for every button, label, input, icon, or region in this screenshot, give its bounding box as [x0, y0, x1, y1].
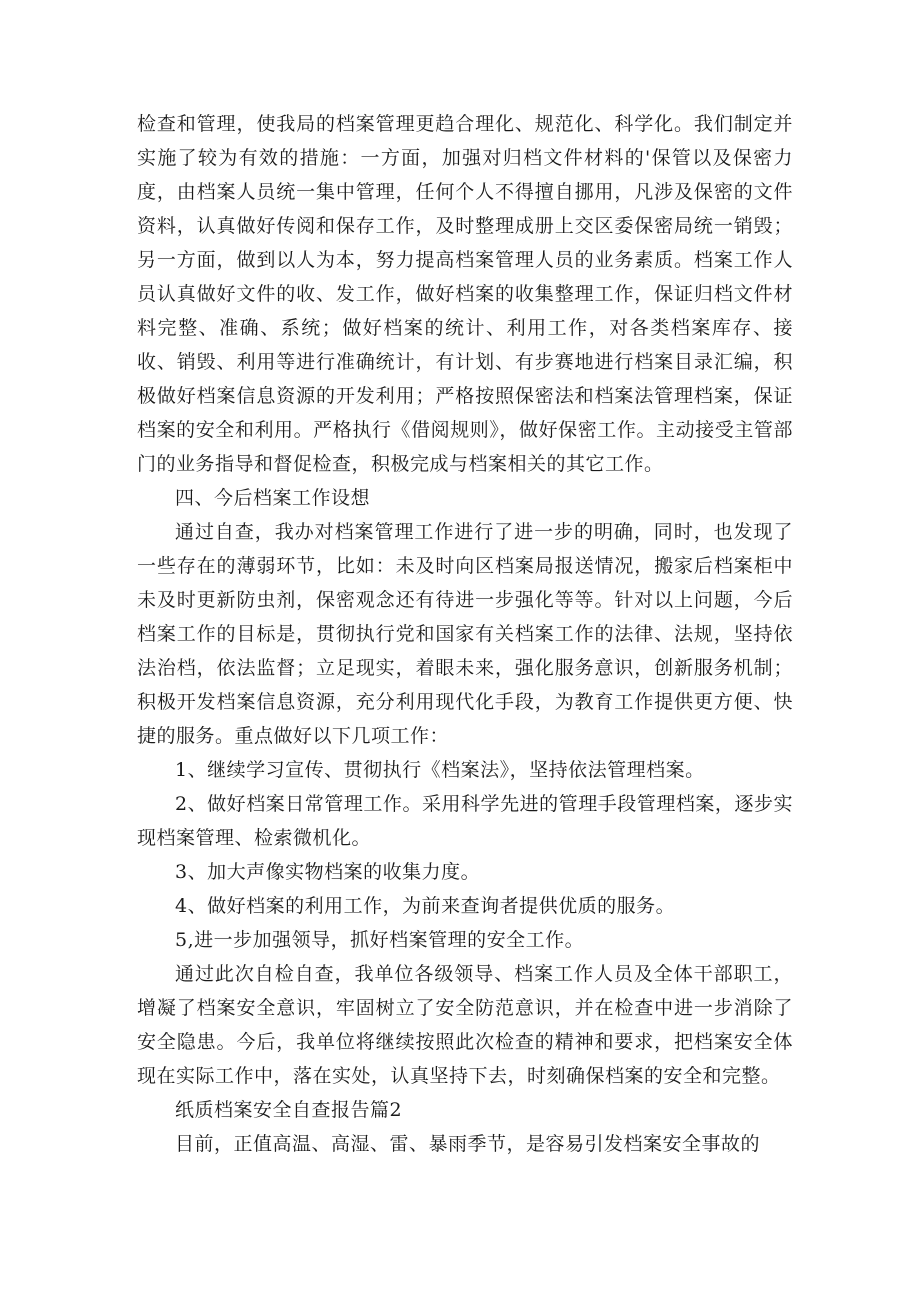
report-title-part-2: 纸质档案安全自查报告篇2: [175, 1099, 403, 1121]
paragraph-conclusion: 通过此次自检自查，我单位各级领导、档案工作人员及全体干部职工，增凝了档案安全意识，牢固树立了安全防范意识，并在检查中进一步消除了安全隐患。今后，我单位将继续按照此次检查的精神和要求，把档案安全体现在实际工作中，落在实处，认真坚持下去，时刻确保档案的安全和完整。: [137, 963, 793, 1087]
list-item-1: 1、继续学习宣传、贯彻执行《档案法》，坚持依法管理档案。: [175, 759, 705, 781]
list-item-3: 3、加大声像实物档案的收集力度。: [175, 861, 481, 883]
list-item-5: 5,进一步加强领导，抓好档案管理的安全工作。: [175, 929, 585, 951]
section-heading-future-plans: 四、今后档案工作设想: [175, 487, 371, 509]
paragraph-measures: 检查和管理，使我局的档案管理更趋合理化、规范化、科学化。我们制定并实施了较为有效的措施：一方面，加强对归档文件材料的'保管以及保密力度，由档案人员统一集中管理，任何个人不得擅自挪用，凡涉及保密的文件资料，认真做好传阅和保存工作，及时整理成册上交区委保密局统一销毁；另一方面，做到以人为本，努力提高档案管理人员的业务素质。档案工作人员认真做好文件的收、发工作，做好档案的收集整理工作，保证归档文件材料完整、准确、系统；做好档案的统计、利用工作，对各类档案库存、接收、销毁、利用等进行准确统计，有计划、有步赛地进行档案目录汇编，积极做好档案信息资源的开发利用；严格按照保密法和档案法管理档案，保证档案的安全和利用。严格执行《借阅规则》，做好保密工作。主动接受主管部门的业务指导和督促检查，积极完成与档案相关的其它工作。: [137, 113, 793, 475]
list-item-2: 2、做好档案日常管理工作。采用科学先进的管理手段管理档案，逐步实现档案管理、检索微机化。: [137, 793, 793, 849]
document-body: [137, 107, 793, 1161]
list-item-4: 4、做好档案的利用工作，为前来查询者提供优质的服务。: [175, 895, 676, 917]
paragraph-current-season: 目前，正值高温、高湿、雷、暴雨季节，是容易引发档案安全事故的: [175, 1133, 761, 1155]
paragraph-self-inspection: 通过自查，我办对档案管理工作进行了进一步的明确，同时，也发现了一些存在的薄弱环节，比如：未及时向区档案局报送情况，搬家后档案柜中未及时更新防虫剂，保密观念还有待进一步强化等等。针对以上问题，今后档案工作的目标是，贯彻执行党和国家有关档案工作的法律、法规，坚持依法治档，依法监督；立足现实，着眼未来，强化服务意识，创新服务机制；积极开发档案信息资源，充分利用现代化手段，为教育工作提供更方便、快捷的服务。重点做好以下几项工作：: [137, 521, 793, 747]
